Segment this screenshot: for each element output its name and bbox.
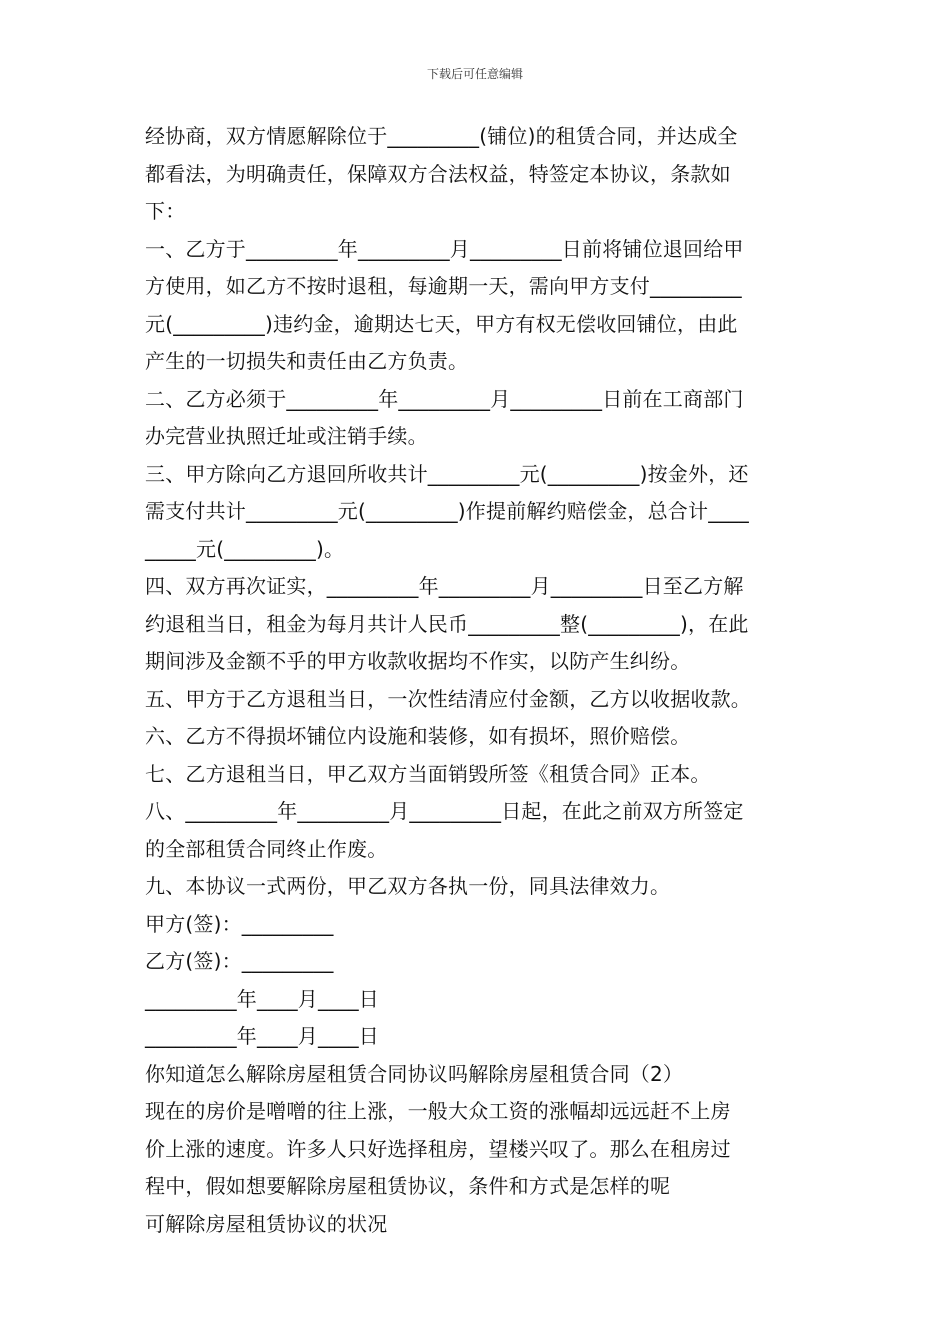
clause-6: 六、乙方不得损坏铺位内设施和装修，如有损坏，照价赔偿。	[145, 724, 691, 748]
page-header: 下载后可任意编辑	[426, 67, 523, 81]
section-title: 你知道怎么解除房屋租赁合同协议吗解除房屋租赁合同（2）	[145, 1061, 684, 1086]
clause-2: 二、乙方必须于_________年_________月_________日前在工商部门	[145, 386, 744, 411]
clause-4: 四、双方再次证实，_________年_________月_________日至乙方解	[145, 574, 744, 598]
text-line: _____元(_________)。	[145, 536, 345, 561]
party-b-signature: 乙方(签)：_________	[145, 949, 334, 973]
text-line: 的全部租赁合同终止作废。	[145, 836, 388, 861]
subheading: 可解除房屋租赁协议的状况	[145, 1211, 388, 1236]
clause-8: 八、_________年_________月_________日起，在此之前双方所签定	[145, 799, 744, 823]
text-line: 期间涉及金额不乎的甲方收款收据均不作实，以防产生纠纷。	[145, 649, 691, 673]
document-body	[145, 118, 810, 1243]
text-line: 办完营业执照迁址或注销手续。	[145, 424, 428, 448]
clause-3: 三、甲方除向乙方退回所收共计_________元(_________)按金外，还	[145, 461, 749, 486]
text-line: 下：	[145, 199, 186, 223]
clause-7: 七、乙方退租当日，甲乙双方当面销毁所签《租赁合同》正本。	[145, 761, 711, 786]
date-line: _________年____月____日	[145, 986, 379, 1011]
text-line: 需支付共计_________元(_________)作提前解约赔偿金，总合计____	[145, 499, 750, 523]
date-line: _________年____月____日	[145, 1024, 379, 1048]
clause-5: 五、甲方于乙方退租当日，一次性结清应付金额，乙方以收据收款。	[145, 686, 751, 711]
text-line: 元(_________)违约金，逾期达七天，甲方有权无偿收回铺位，由此	[145, 311, 738, 336]
clause-9: 九、本协议一式两份，甲乙双方各执一份，同具法律效力。	[145, 874, 671, 898]
text-line: 约退租当日，租金为每月共计人民币_________整(_________)，在此	[145, 611, 749, 636]
text-line: 经协商，双方情愿解除位于_________(铺位)的租赁合同，并达成全	[145, 124, 738, 148]
text-line: 现在的房价是噌噌的往上涨，一般大众工资的涨幅却远远赶不上房	[145, 1099, 731, 1123]
text-line: 程中，假如想要解除房屋租赁协议，条件和方式是怎样的呢	[145, 1174, 671, 1198]
text-line: 产生的一切损失和责任由乙方负责。	[145, 349, 469, 373]
text-line: 方使用，如乙方不按时退租，每逾期一天，需向甲方支付_________	[145, 274, 742, 298]
party-a-signature: 甲方(签)：_________	[145, 911, 334, 936]
clause-1: 一、乙方于_________年_________月_________日前将铺位退回给甲	[145, 236, 744, 261]
text-line: 都看法，为明确责任，保障双方合法权益，特签定本协议，条款如	[145, 161, 731, 186]
text-line: 价上涨的速度。许多人只好选择租房，望楼兴叹了。那么在租房过	[145, 1136, 731, 1161]
